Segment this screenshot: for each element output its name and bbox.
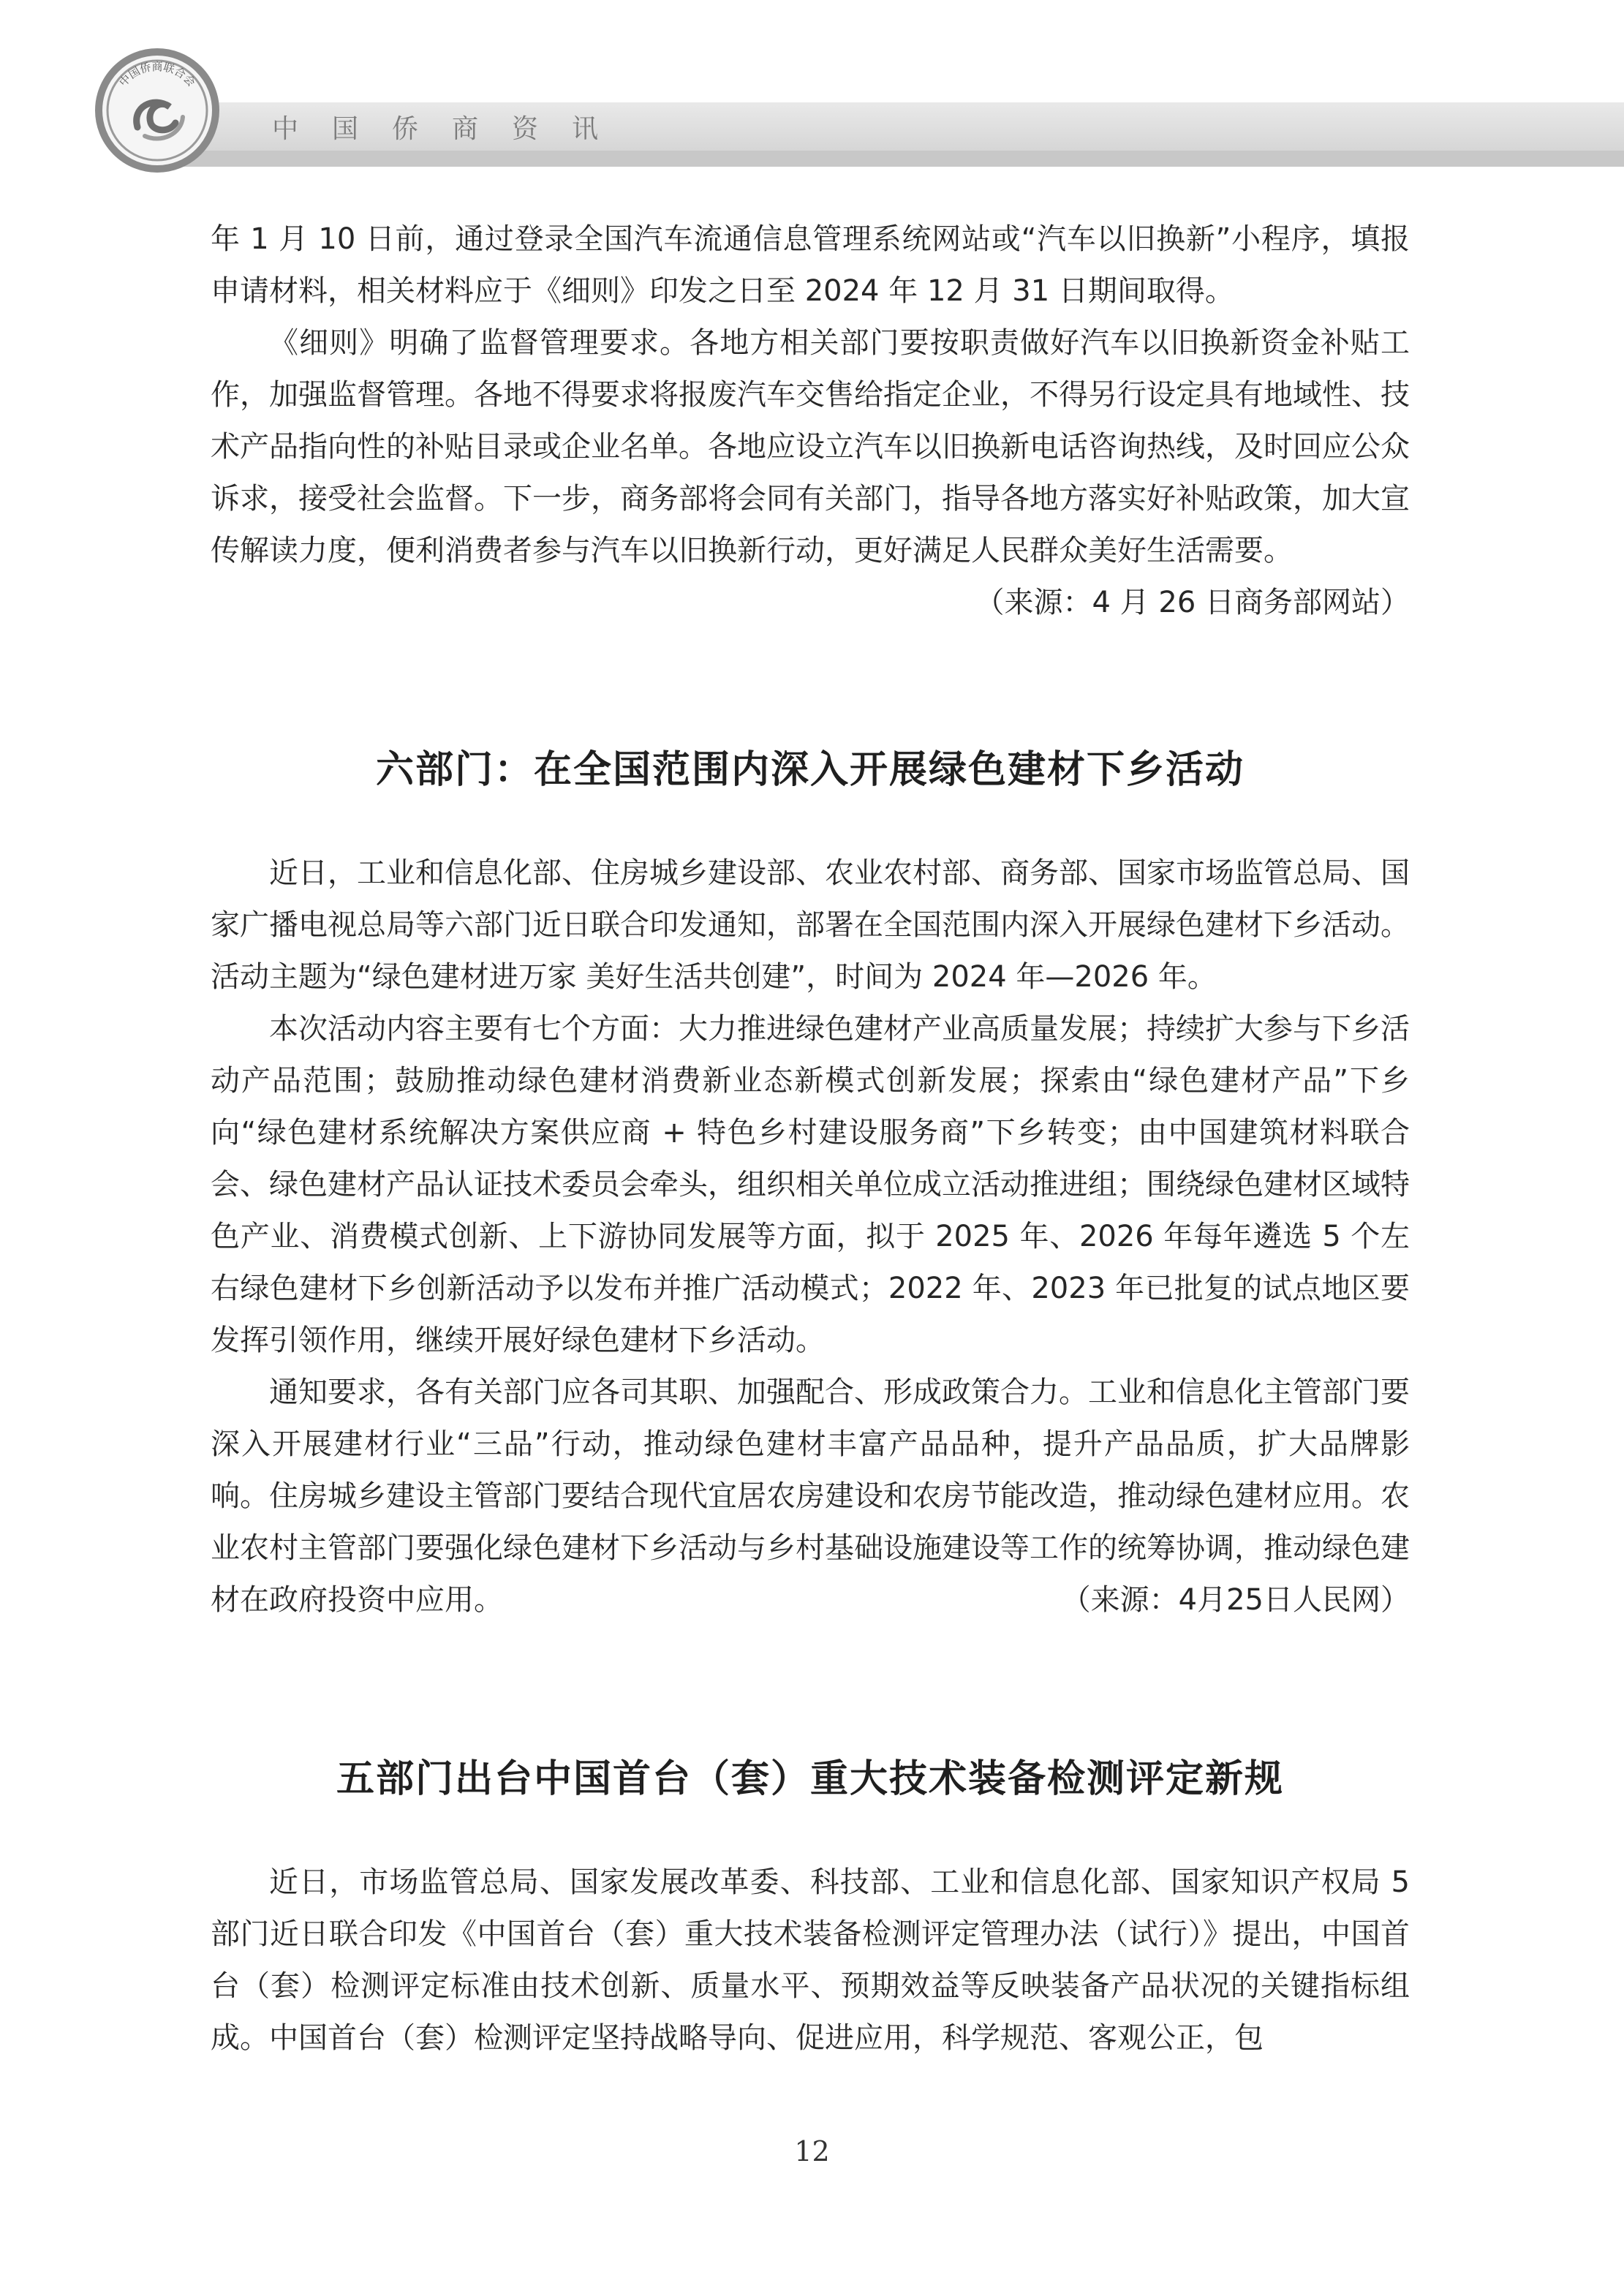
article-paragraph: [211, 1367, 1410, 1626]
article-paragraph: 本次活动内容主要有七个方面：大力推进绿色建材产业高质量发展；持续扩大参与下乡活动产品范围；鼓励推动绿色建材消费新业态新模式创新发展；探索由“绿色建材产品”下乡向“绿色建材系统解决方案供应商 + 特色乡村建设服务商”下乡转变；由中国建筑材料联合会、绿色建材产品认证技术委员会牵头，组织相关单位成立活动推进组；围绕绿色建材区域特色产业、消费模式创新、上下游协同发展等方面，拟于 2025 年、2026 年每年遴选 5 个左右绿色建材下乡创新活动予以发布并推广活动模式；2022 年、2023 年已批复的试点地区要发挥引领作用，继续开展好绿色建材下乡活动。: [211, 1012, 1410, 1357]
article-paragraph: 近日，市场监管总局、国家发展改革委、科技部、工业和信息化部、国家知识产权局 5 部门近日联合印发《中国首台（套）重大技术装备检测评定管理办法（试行）》提出，中国首台（套）检测评定标准由技术创新、质量水平、预期效益等反映装备产品状况的关键指标组成。中国首台（套）检测评定坚持战略导向、促进应用，科学规范、客观公正，包: [211, 1865, 1410, 2055]
article-title: 五部门出台中国首台（套）重大技术装备检测评定新规: [336, 1757, 1284, 1801]
header-title: 中国侨商资讯: [272, 114, 632, 144]
continued-article: [211, 214, 1410, 629]
continued-paragraph: 《细则》明确了监督管理要求。各地方相关部门要按职责做好汽车以旧换新资金补贴工作，加强监督管理。各地不得要求将报废汽车交售给指定企业，不得另行设定具有地域性、技术产品指向性的补贴目录或企业名单。各地应设立汽车以旧换新电话咨询热线，及时回应公众诉求，接受社会监督。下一步，商务部将会同有关部门，指导各地方落实好补贴政策，加大宣传解读力度，便利消费者参与汽车以旧换新行动，更好满足人民群众美好生活需要。: [211, 326, 1410, 567]
source-line: （来源：4 月 26 日商务部网站）: [975, 586, 1410, 619]
header-band-shadow: [168, 151, 1624, 167]
article-green-materials: [211, 739, 1410, 1626]
page-number: 12: [794, 2135, 830, 2167]
logo: [95, 48, 219, 173]
svg-text:中国侨商联合会: 中国侨商联合会: [116, 60, 198, 89]
source-line: （来源：4月25日人民网）: [1061, 1583, 1410, 1617]
article-title: 六部门：在全国范围内深入开展绿色建材下乡活动: [375, 748, 1245, 792]
logo-emblem-icon: [102, 56, 212, 165]
article-major-equipment: [211, 1748, 1410, 2064]
article-paragraph-text: 通知要求，各有关部门应各司其职、加强配合、形成政策合力。工业和信息化主管部门要深入开展建材行业“三品”行动，推动绿色建材丰富产品品种，提升产品品质，扩大品牌影响。住房城乡建设主管部门要结合现代宜居农房建设和农房节能改造，推动绿色建材应用。农业农村主管部门要强化绿色建材下乡活动与乡村基础设施建设等工作的统筹协调，推动绿色建材在政府投资中应用。: [211, 1375, 1410, 1617]
article-paragraph: 近日，工业和信息化部、住房城乡建设部、农业农村部、商务部、国家市场监管总局、国家广播电视总局等六部门近日联合印发通知，部署在全国范围内深入开展绿色建材下乡活动。活动主题为“绿色建材进万家 美好生活共创建”，时间为 2024 年—2026 年。: [211, 856, 1410, 994]
continued-paragraph: 年 1 月 10 日前，通过登录全国汽车流通信息管理系统网站或“汽车以旧换新”小程序，填报申请材料，相关材料应于《细则》印发之日至 2024 年 12 月 31 日期间取得。: [211, 222, 1410, 308]
